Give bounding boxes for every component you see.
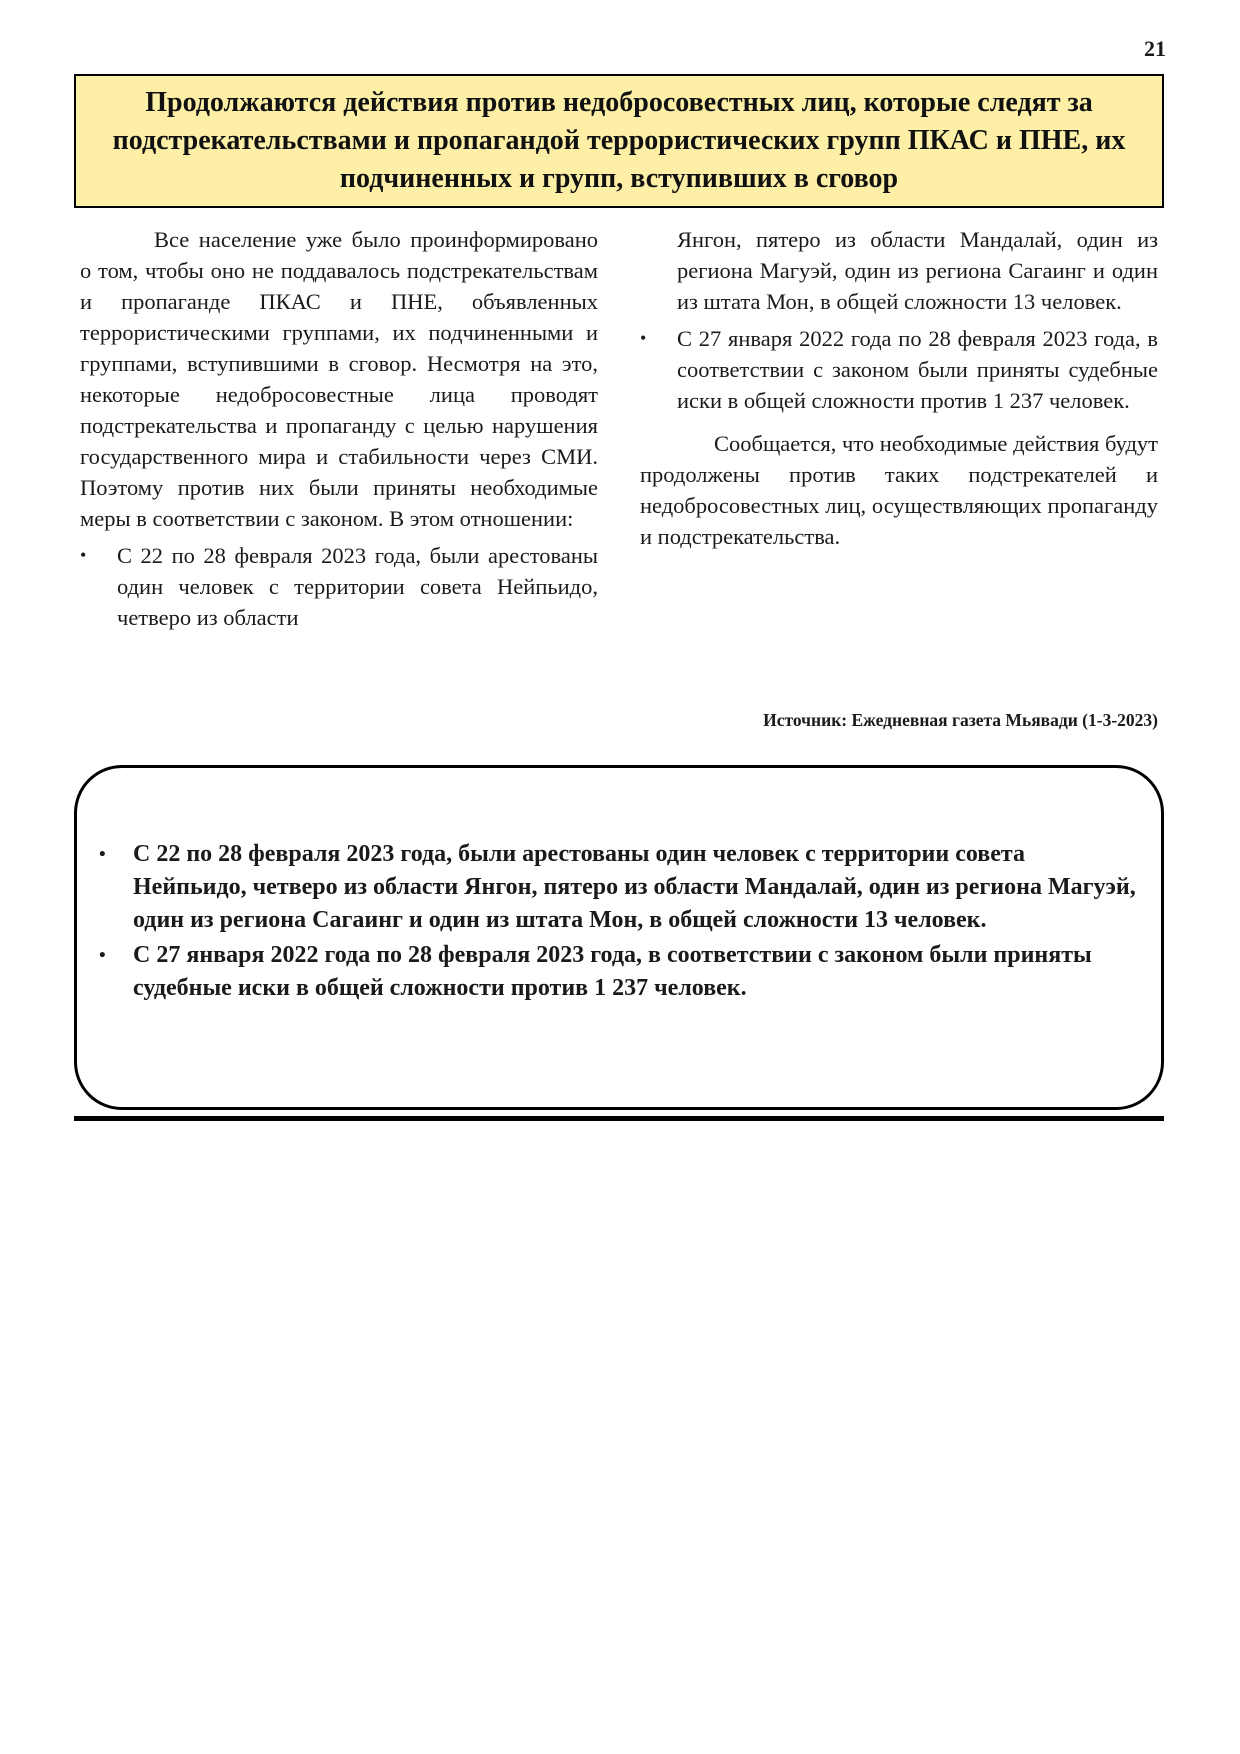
article-bullet-1-text-start: С 22 по 28 февраля 2023 года, были арестованы один человек с территории совета Нейпьидо, четверо из области bbox=[117, 543, 598, 630]
summary-item-2 bbox=[99, 939, 1141, 1005]
summary-box bbox=[74, 765, 1164, 1110]
article-title: Продолжаются действия против недобросовестных лиц, которые следят за подстрекательствами и пропагандой террористических групп ПКАС и ПНЕ, их подчиненных и групп, вступивших в сговор bbox=[112, 87, 1126, 194]
article-bullet-2-text: С 27 января 2022 года по 28 февраля 2023 года, в соответствии с законом были приняты судебные иски в общей сложности против 1 237 человек. bbox=[677, 326, 1158, 413]
article-bullet-list-right bbox=[640, 323, 1158, 416]
divider-line bbox=[74, 1116, 1164, 1121]
article-bullet-2 bbox=[640, 323, 1158, 416]
summary-item-2-text: С 27 января 2022 года по 28 февраля 2023 года, в соответствии с законом были приняты судебные иски в общей сложности против 1 237 человек. bbox=[133, 942, 1092, 1001]
page-number: 21 bbox=[1144, 36, 1166, 61]
article-bullet-1-text-continued: Янгон, пятеро из области Мандалай, один из региона Магуэй, один из региона Сагаинг и один из штата Мон, в общей сложности 13 человек. bbox=[677, 227, 1158, 314]
article-column-right bbox=[640, 224, 1158, 552]
article-source: Источник: Ежедневная газета Мьявади (1-3-2023) bbox=[763, 710, 1158, 730]
bullet-dot-icon: • bbox=[99, 945, 106, 966]
title-box bbox=[74, 74, 1164, 208]
summary-item-1-text: С 22 по 28 февраля 2023 года, были арестованы один человек с территории совета Нейпьидо, четверо из области Янгон, пятеро из области Мандалай, один из региона Магуэй, один из региона Сагаинг и один из штата Мон, в общей сложности 13 человек. bbox=[133, 841, 1136, 933]
article-bullet-list-left bbox=[80, 540, 598, 633]
bullet-dot-icon: • bbox=[640, 328, 647, 348]
article-closing: Сообщается, что необходимые действия будут продолжены против таких подстрекателей и недобросовестных лиц, осуществляющих пропаганду и подстрекательства. bbox=[640, 431, 1158, 549]
bullet-dot-icon: • bbox=[80, 545, 87, 565]
summary-item-1 bbox=[99, 838, 1141, 937]
bullet-dot-icon: • bbox=[99, 844, 106, 865]
article-bullet-1 bbox=[80, 540, 598, 633]
summary-list bbox=[99, 838, 1141, 1007]
article-column-left bbox=[80, 224, 598, 639]
article-intro: Все население уже было проинформировано о том, чтобы оно не поддавалось подстрекательствам и пропаганде ПКАС и ПНЕ, объявленных террористическими группами, их подчиненными и группами, вступившими в сговор. Несмотря на это, некоторые недобросовестные лица проводят подстрекательства и пропаганду с целью нарушения государственного мира и стабильности через СМИ. Поэтому против них были приняты необходимые меры в соответствии с законом. В этом отношении: bbox=[80, 227, 598, 531]
